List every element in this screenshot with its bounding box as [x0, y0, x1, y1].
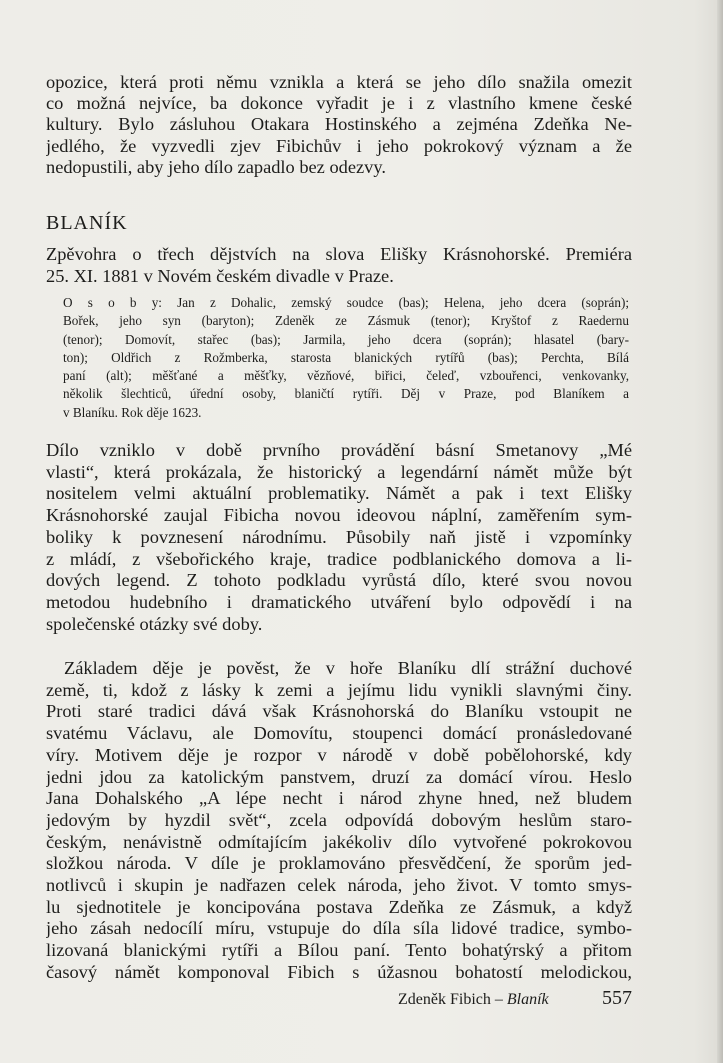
text-line: z mládí, z všebořického kraje, tradice podblanického domova a li-	[46, 548, 632, 569]
text-line: svatému Václavu, ale Domovítu, stoupenci domácí pronásledované	[46, 723, 632, 744]
cast-line: ton); Oldřich z Rožmberka, starosta blanických rytířů (bas); Perchta, Bílá	[63, 349, 629, 365]
running-footer	[398, 986, 632, 1012]
intro-paragraph	[46, 72, 632, 178]
text-line: notlivců i skupin je nadřazen celek národa, jeho život. V tomto smys-	[46, 875, 632, 896]
text-line: dových legend. Z tohoto podkladu vyrůstá dílo, které svou novou	[46, 570, 632, 591]
cast-line: několik šlechticů, úřední osoby, blaničtí rytíři. Děj v Praze, pod Blaníkem a	[63, 386, 629, 402]
text-line: Jana Dohalského „A lépe necht i národ zhyne hned, než bludem	[46, 788, 632, 809]
footer-author: Zdeněk Fibich	[398, 991, 491, 1008]
section-heading: BLANÍK	[46, 212, 128, 234]
text-line: časový námět komponoval Fibich s úžasnou bohatostí melodickou,	[46, 961, 632, 982]
premiere-info	[46, 244, 632, 287]
text-line: Dílo vzniklo v době prvního provádění básní Smetanovy „Mé	[46, 440, 632, 460]
cast-line: paní (alt); měšťané a měšťky, vězňové, biřici, čeleď, vzbouřenci, venkovanky,	[63, 368, 629, 384]
text-line: 25. XI. 1881 v Novém českém divadle v Praze.	[46, 265, 394, 286]
page-number: 557	[602, 987, 632, 1009]
body-paragraph-1	[46, 440, 632, 635]
body-paragraph-2	[46, 658, 632, 984]
footer-title	[398, 988, 549, 1012]
text-line: země, ti, kdož z lásky k zemi a jejímu lidu vynikli slavnými činy.	[46, 679, 632, 700]
text-line: českým, nenávistně odmítajícím jakékoliv dílo vytvořené pokrokovou	[46, 831, 632, 852]
text-line: víry. Motivem děje je rozpor v národě v době pobělohorské, kdy	[46, 744, 632, 765]
text-line: co možná nejvíce, ba dokonce vyřadit je i z vlastního kmene české	[46, 93, 632, 114]
text-line: vlasti“, která prokázala, že historický a legendární námět může být	[46, 461, 632, 482]
text-line: Zpěvohra o třech dějstvích na slova Elišky Krásnohorské. Premiéra	[46, 244, 632, 264]
text-line: opozice, která proti němu vznikla a která se jeho dílo snažila omezit	[46, 72, 632, 92]
text-line: složkou národa. V díle je proklamováno přesvědčení, že sporům jed-	[46, 853, 632, 874]
text-line: jedlého, že vyzvedli zjev Fibichův i jeho pokrokový význam a že	[46, 135, 632, 156]
text-line: lu sjednotitele je koncipována postava Zdeňka ze Zásmuk, a když	[46, 896, 632, 917]
text-line: Krásnohorské zaujal Fibicha novou ideovou náplní, zaměřením sym-	[46, 505, 632, 526]
text-line: Proti staré tradici dává však Krásnohorská do Blaníku vstoupit ne	[46, 701, 632, 722]
text-line: lizovaná blanickými rytíři a Bílou paní. Tento bohatýrský a přitom	[46, 940, 632, 961]
footer-work: Blaník	[506, 991, 549, 1008]
text-line: nositelem velmi aktuální problematiky. Námět a pak i text Elišky	[46, 483, 632, 504]
text-line: společenské otázky své doby.	[46, 613, 263, 634]
cast-line: O s o b y: Jan z Dohalic, zemský soudce (bas); Helena, jeho dcera (soprán);	[63, 295, 629, 310]
text-line: kultury. Bylo zásluhou Otakara Hostinského a zejména Zdeňka Ne-	[46, 114, 632, 135]
cast-line: Bořek, jeho syn (baryton); Zdeněk ze Zásmuk (tenor); Kryštof z Raedernu	[63, 313, 629, 329]
text-line: jeho zásah nedocílí míru, vstupuje do díla síla lidové tradice, symbo-	[46, 918, 632, 939]
text-line: metodou hudebního i dramatického utváření bylo odpovědí i na	[46, 591, 632, 612]
footer-dash: –	[494, 991, 503, 1008]
text-line: nedopustili, aby jeho dílo zapadlo bez odezvy.	[46, 156, 386, 177]
text-line: Základem děje je pověst, že v hoře Blaníku dlí strážní duchové	[64, 658, 632, 678]
page-edge	[717, 0, 723, 1063]
text-line: jedni jdou za katolickým panstvem, druzí za domácí vírou. Heslo	[46, 766, 632, 787]
cast-line: v Blaníku. Rok děje 1623.	[63, 404, 202, 420]
text-line: jedovým by hyzdil svět“, zcela odpovídá dobovým heslům staro-	[46, 809, 632, 830]
text-line: boliky k povznesení národnímu. Působily naň jistě i vzpomínky	[46, 526, 632, 547]
cast-list	[63, 294, 629, 422]
cast-line: (tenor); Domovít, stařec (bas); Jarmila, jeho dcera (soprán); hlasatel (bary-	[63, 331, 629, 347]
